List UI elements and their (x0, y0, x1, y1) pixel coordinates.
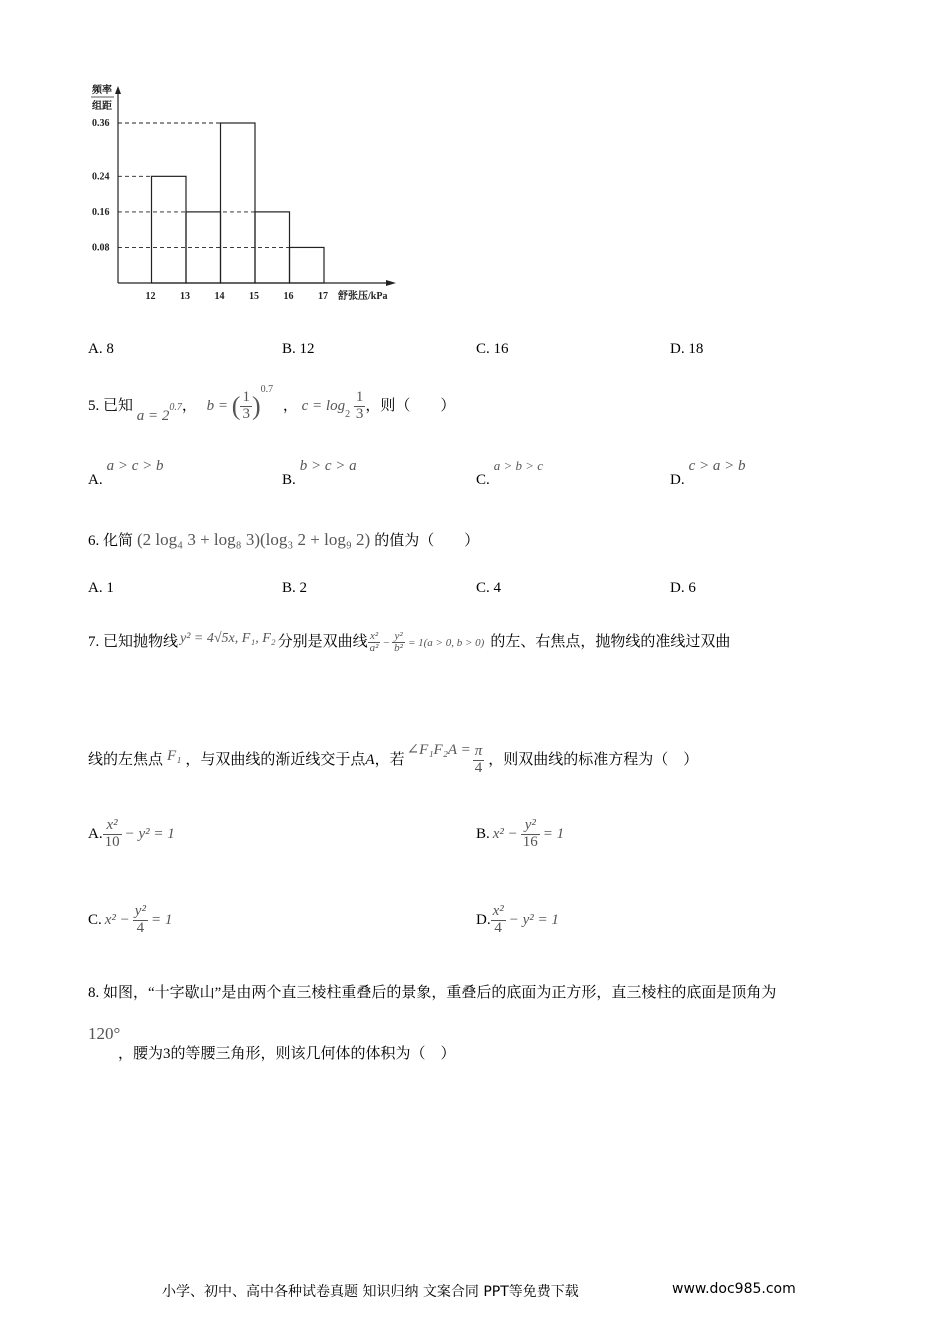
q6-option-d: D. 6 (670, 580, 696, 596)
x-tick-label: 13 (180, 291, 190, 302)
q7-mid: 分别是双曲线 (277, 634, 368, 650)
q5-option-c-expr: a > b > c (493, 458, 544, 473)
q5-b-den: 3 (242, 406, 250, 423)
q5-c-num: 1 (355, 389, 364, 406)
q7-hyp-num-1: x² (368, 631, 381, 644)
q5-comma-1: ， (181, 398, 197, 414)
q5-option-b (282, 458, 357, 490)
q7-option-a-den: 10 (104, 834, 120, 851)
q7-line-2 (88, 730, 698, 790)
q8-line-2-text: ，腰为3的等腰三角形，则该几何体的体积为（ ） (118, 1046, 456, 1062)
histogram-bar (290, 247, 325, 283)
q5-stem: 5. 已知 $a = 2^{0.7}$， b = ( $\frac{1}{3}$ )$^{0.7}$ ， $c = \log_2$ $\frac{1}{3}$ ，则（ ） (88, 384, 456, 424)
q7-option-b (476, 812, 564, 856)
x-tick-label: 15 (249, 291, 259, 302)
q6-option-c: C. 4 (476, 580, 502, 596)
q5-comma-2: ， (282, 398, 298, 414)
q5-option-c (476, 458, 543, 490)
q7-point-a: A (365, 752, 375, 768)
q7-option-b-rest: = 1 (542, 826, 565, 842)
q5-c-base: 2 (345, 409, 351, 420)
y-axis-arrow (115, 86, 121, 94)
q7-angle: ∠F₁F₂A = (406, 742, 471, 758)
q7-prefix: 7. 已知抛物线 (88, 634, 179, 650)
y-axis-label-bottom: 组距 (92, 101, 112, 112)
q5-c-den: 3 (355, 406, 364, 423)
y-tick-label: 0.16 (92, 206, 110, 218)
q7-option-c-pre: x² − (104, 912, 130, 928)
y-axis-label-top: 频率 (92, 85, 112, 96)
q7-option-c (88, 898, 172, 942)
q7-pi: π (474, 743, 483, 760)
q6-stem (88, 522, 479, 559)
q5-b-exp: 0.7 (260, 384, 274, 395)
histogram-bar (152, 176, 187, 283)
q7-hyp-den-2: b² (394, 642, 403, 655)
q7-option-d (476, 898, 559, 942)
q7-hyp-num-2: y² (392, 631, 405, 644)
q6-option-b: B. 2 (282, 580, 308, 596)
y-tick-label: 0.08 (92, 242, 110, 254)
q8-line-1: 8. 如图，“十字歇山”是由两个直三棱柱重叠后的景象，重叠后的底面为正方形，直三棱柱的底面是顶角为 (88, 985, 777, 1001)
q5-option-d (670, 458, 746, 490)
q6-option-a: A. 1 (88, 580, 114, 596)
q7-option-c-num: y² (134, 903, 146, 920)
q7-line-2-mid: ，与双曲线的渐近线交于点 (185, 752, 366, 768)
q7-option-a-num: x² (103, 818, 122, 835)
q7-option-d-rest: − y² = 1 (508, 912, 559, 928)
x-tick-label: 16 (283, 291, 294, 302)
q7-option-b-label: B. (476, 826, 490, 842)
q5-option-d-expr: c > a > b (688, 458, 746, 474)
q7-option-d-den: 4 (494, 920, 502, 937)
x-axis-label: 舒张压/kPa (338, 291, 388, 302)
q7-line-2-suffix: ，则双曲线的标准方程为（ ） (488, 752, 699, 768)
q7-option-c-den: 4 (136, 920, 145, 937)
q7-option-b-pre: x² − (492, 826, 518, 842)
histogram-bar (221, 123, 256, 283)
y-tick-label: 0.24 (92, 171, 110, 183)
footer-right: www.doc985.com (672, 1281, 796, 1297)
q4-option-a: A. 8 (88, 341, 114, 357)
q7-option-b-num: y² (521, 818, 540, 835)
q5-b-lhs: b = (206, 398, 229, 414)
x-tick-label: 14 (214, 291, 225, 302)
q7-option-b-den: 16 (522, 834, 538, 851)
q7-option-c-rest: = 1 (150, 912, 173, 928)
q5-a-exp: 0.7 (169, 402, 182, 413)
q5-option-a-expr: a > c > b (106, 458, 164, 474)
q7-line-1: 7. 已知抛物线 y² = 4√5x, F₁, F₂ 分别是双曲线 $\frac{\text{x²}}{\text{a²}}$ − $\frac{\text{y²}}{\text{b²}}$ = 1(a > 0, b > 0) 的左、右焦点，抛物线的准线过双曲 (88, 629, 731, 655)
q4-option-b: B. 12 (282, 341, 315, 357)
q7-hyp-rest: = 1(a > 0, b > 0) (407, 637, 485, 649)
q7-line-1-suffix: 的左、右焦点，抛物线的准线过双曲 (490, 634, 731, 650)
q6-prefix: 6. 化简 (88, 533, 134, 549)
q7-four: 4 (474, 760, 483, 777)
q7-hyp-den-1: a² (369, 642, 379, 655)
q8-degree: 120° (88, 1024, 121, 1043)
q5-option-b-expr: b > c > a (299, 458, 357, 474)
x-tick-label: 12 (145, 291, 156, 302)
q5-option-d-label: D. (670, 472, 685, 488)
x-tick-label: 17 (318, 291, 328, 302)
q5-option-c-label: C. (476, 472, 490, 488)
q7-line-2-prefix: 线的左焦点 (88, 752, 164, 768)
q5-suffix: ，则（ ） (365, 398, 456, 414)
q4-option-d: D. 18 (670, 341, 704, 357)
q7-option-c-label: C. (88, 912, 102, 928)
q5-option-a-label: A. (88, 472, 103, 488)
y-tick-label: 0.36 (92, 118, 110, 129)
q4-option-c: C. 16 (476, 341, 509, 357)
q7-option-a-label: A. (88, 826, 103, 842)
q5-option-b-label: B. (282, 472, 296, 488)
q7-parabola: y² = 4√5x, F₁, F₂ (180, 631, 276, 646)
q6-suffix: 的值为（ ） (374, 533, 480, 549)
x-axis-arrow (386, 280, 396, 286)
q7-option-d-num: x² (492, 903, 504, 920)
q5-option-a (88, 458, 164, 490)
footer-left: 小学、初中、高中各种试卷真题 知识归纳 文案合同 PPT等免费下载 (162, 1284, 579, 1300)
q6-expr: (2 log₄ 3 + log₈ 3)(log₃ 2 + log₉ 2) (137, 530, 371, 549)
q5-b-num: 1 (242, 389, 250, 406)
q5-prefix: 5. 已知 (88, 398, 134, 414)
q7-f1: F₁ (167, 748, 182, 764)
q5-a-expr: a = 2 (136, 408, 170, 424)
histogram-chart (80, 80, 410, 310)
q8-line-2 (88, 1024, 456, 1066)
q5-c-lhs: c = log (301, 398, 346, 414)
q7-option-a-rest: − y² = 1 (124, 826, 175, 842)
q7-line-2-mid-2: ，若 (374, 752, 405, 768)
q7-option-d-label: D. (476, 912, 491, 928)
q7-option-a (88, 812, 175, 856)
